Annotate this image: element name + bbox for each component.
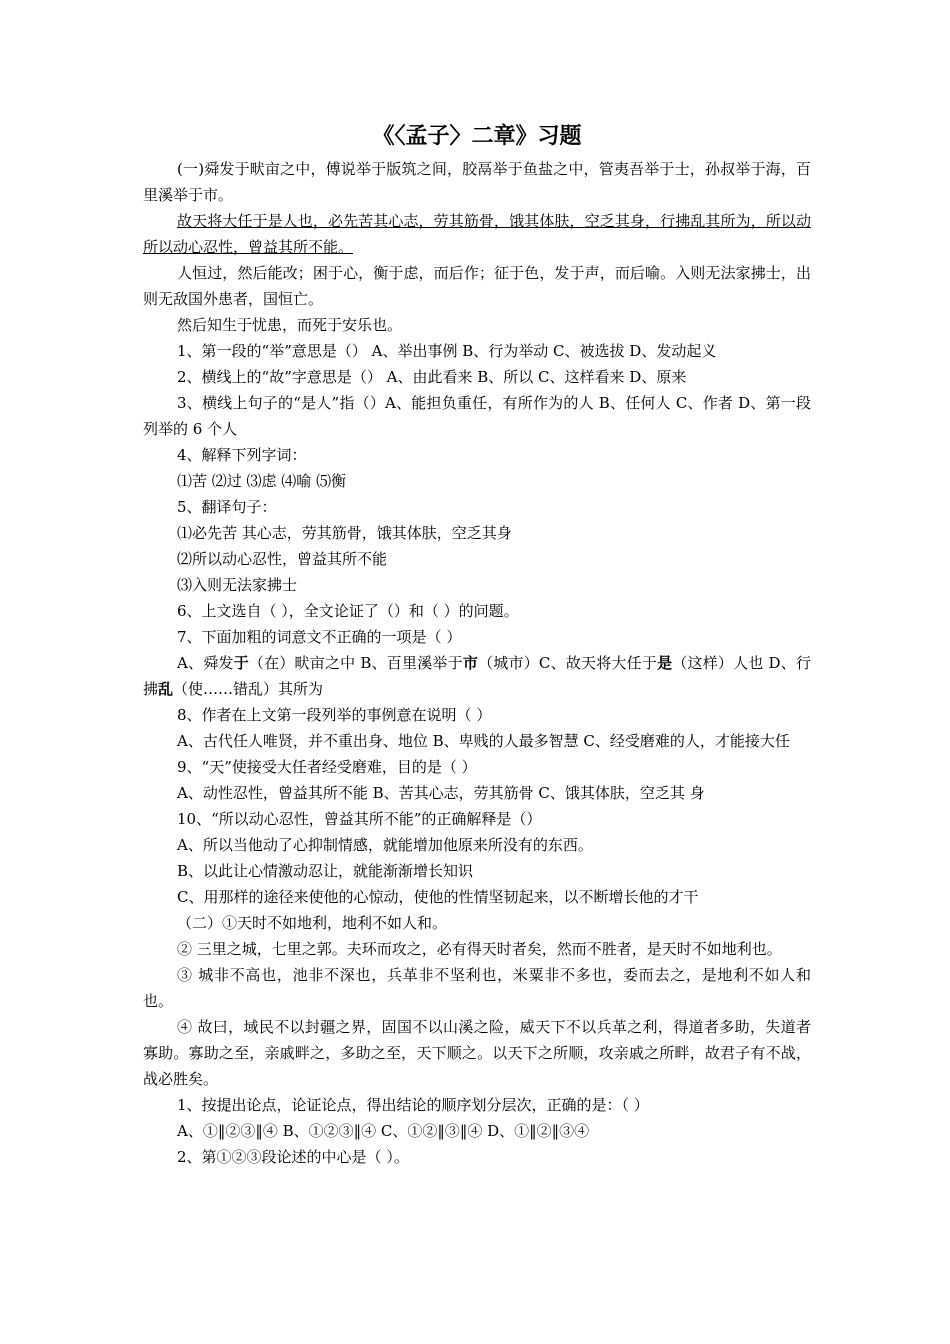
- question-7-options: [143, 650, 811, 702]
- passage1-paragraph2: [143, 208, 811, 260]
- q7-bold-a: 于: [233, 654, 249, 672]
- passage1-paragraph4: 然后知生于忧患，而死于安乐也。: [177, 316, 403, 334]
- underlined-sentence: 故天将大任于是人也，必先苦其心志，劳其筋骨，饿其体肤，空乏其身，行拂乱其所为，所以动所以动心忍性，曾益其所不能。: [143, 212, 811, 256]
- q7-bold-d: 乱: [158, 680, 174, 698]
- q7-text-a2: （在）畎亩之中 B、百里溪举于: [248, 654, 463, 672]
- question-3: 3、横线上句子的“是人”指（）A、能担负重任，有所作为的人 B、任何人 C、作者 D、第一段列举的 6 个人: [143, 394, 811, 438]
- document-title: 《〈孟子〉二章》习题: [372, 123, 582, 149]
- passage1-paragraph3: 人恒过，然后能改；困于心，衡于虑，而后作；征于色，发于声，而后喻。入则无法家拂士，出则无敌国外患者，国恒亡。: [143, 264, 811, 308]
- passage2-paragraph4: ④ 故曰，域民不以封疆之界，固国不以山溪之险，威天下不以兵革之利，得道者多助，失道者寡助。寡助之至，亲戚畔之，多助之至，天下顺之。以天下之所顺，攻亲戚之所畔，故君子有不战，战必胜矣。: [143, 1018, 811, 1088]
- question-10-option-b: B、以此让心情激动忍让，就能渐渐增长知识: [177, 862, 474, 880]
- passage2-paragraph3: ③ 城非不高也，池非不深也，兵革非不坚利也，米粟非不多也，委而去之，是地利不如人和也。: [143, 966, 811, 1010]
- passage2-paragraph2: ② 三里之城，七里之郭。夫环而攻之，必有得天时者矣，然而不胜者，是天时不如地利也。: [177, 940, 782, 958]
- question-7: 7、下面加粗的词意文不正确的一项是（ ）: [177, 628, 462, 646]
- question-4: 4、解释下列字词：: [177, 446, 307, 464]
- question-2: 2、横线上的“故”字意思是（） A、由此看来 B、所以 C、这样看来 D、原来: [177, 368, 687, 386]
- q7-text-a: A、舜发: [177, 654, 234, 672]
- passage1-paragraph1: (一)舜发于畎亩之中，傅说举于版筑之间，胶鬲举于鱼盐之中，管夷吾举于士，孙叔举于海，百里溪举于市。: [143, 160, 811, 204]
- question-5: 5、翻译句子：: [177, 498, 277, 516]
- q7-bold-b: 市: [462, 654, 479, 672]
- q7-text-d2: （使……错乱）其所为: [173, 680, 324, 698]
- question-10-option-a: A、所以当他动了心抑制情感，就能增加他原来所没有的东西。: [177, 836, 593, 854]
- question-10: 10、“所以动心忍性，曾益其所不能”的正确解释是（）: [177, 810, 542, 828]
- passage2-paragraph1: （二）①天时不如地利，地利不如人和。: [177, 914, 448, 932]
- question-1: 1、第一段的“举”意思是（） A、举出事例 B、行为举动 C、被选拔 D、发动起义: [177, 342, 717, 360]
- question-6: 6、上文选自（ ），全文论证了（）和（ ）的问题。: [177, 602, 519, 620]
- document-page: [143, 118, 811, 1170]
- q7-bold-c: 是: [657, 654, 673, 672]
- question-10-option-c: C、用那样的途径来使他的心惊动，使他的性情坚韧起来，以不断增长他的才干: [177, 888, 699, 906]
- question-5-item-b: ⑵所以动心忍性，曾益其所不能: [177, 550, 388, 568]
- question-5-item-c: ⑶入则无法家拂士: [177, 576, 298, 594]
- question-9: 9、“天”使接受大任者经受磨难，目的是（ ）: [177, 758, 477, 776]
- question-9-options: A、动性忍性，曾益其所不能 B、苦其心志，劳其筋骨 C、饿其体肤，空乏其 身: [177, 784, 705, 802]
- passage2-question-1-options: A、①‖②③‖④ B、①②③‖④ C、①②‖③‖④ D、①‖②‖③④: [177, 1122, 590, 1140]
- q7-text-c2: （这样）人也 D、行拂: [143, 654, 811, 698]
- question-4-items: ⑴苦 ⑵过 ⑶虑 ⑷喻 ⑸衡: [177, 472, 347, 490]
- question-5-item-a: ⑴必先苦 其心志，劳其筋骨，饿其体肤，空乏其身: [177, 524, 512, 542]
- passage2-question-1: 1、按提出论点，论证论点，得出结论的顺序划分层次，正确的是：（ ）: [177, 1096, 649, 1114]
- question-8-options: A、古代任人唯贤，并不重出身、地位 B、卑贱的人最多智慧 C、经受磨难的人，才能接大任: [177, 732, 790, 750]
- q7-text-b2: （城市）C、故天将大任于: [478, 654, 658, 672]
- passage2-question-2: 2、第①②③段论述的中心是（ ）。: [177, 1148, 409, 1166]
- question-8: 8、作者在上文第一段列举的事例意在说明（ ）: [177, 706, 492, 724]
